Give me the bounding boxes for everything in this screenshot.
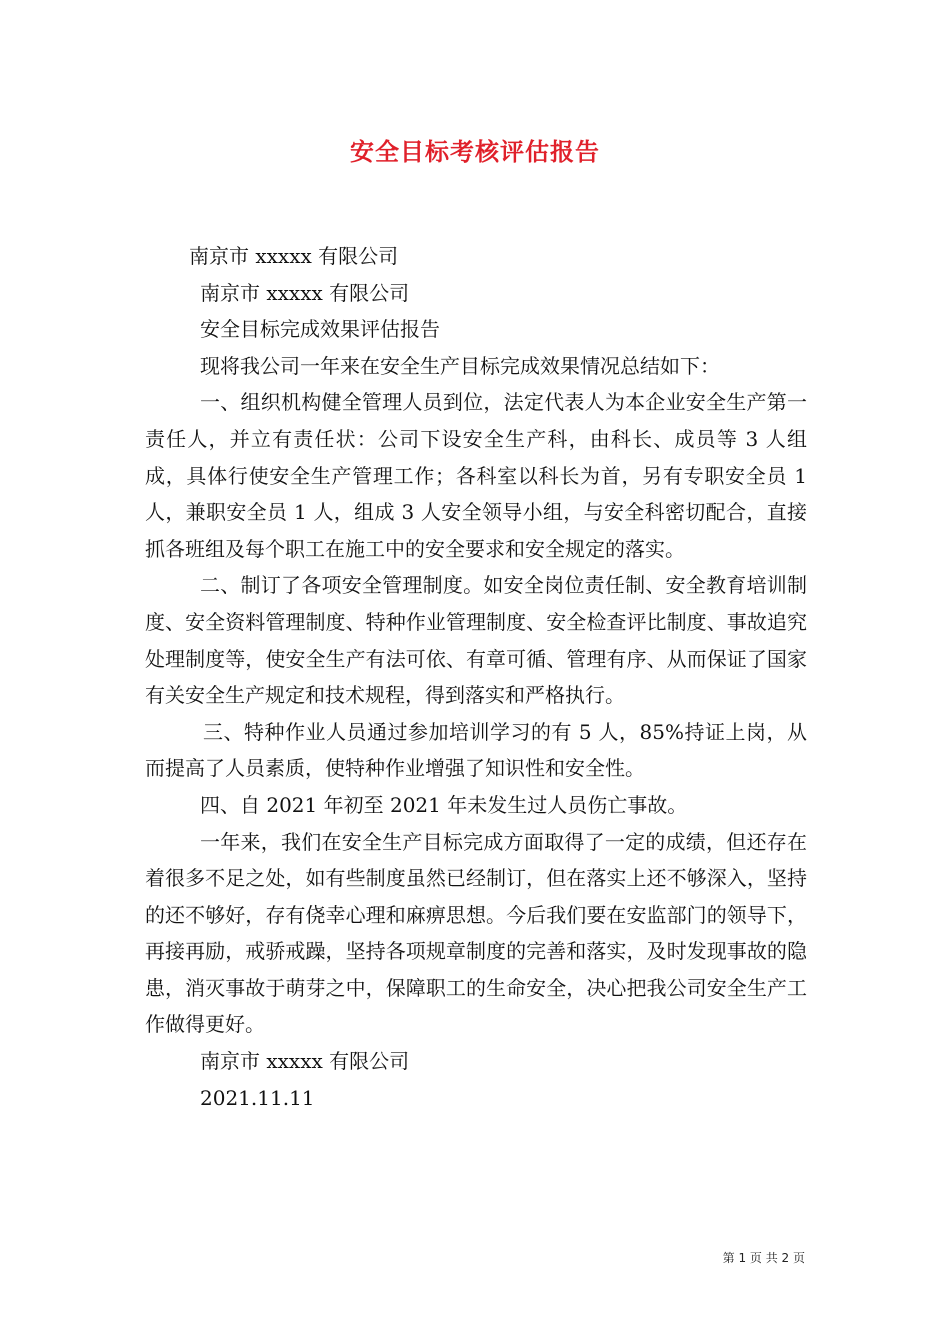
signature: 南京市 xxxxx 有限公司: [200, 1049, 410, 1074]
paragraph-organization: 一、组织机构健全管理人员到位，法定代表人为本企业安全生产第一责任人，并立有责任状：公司下设安全生产科，由科长、成员等 3 人组成，具体行使安全生产管理工作；各科室以科长为首，另有专职安全员 1 人，兼职安全员 1 人，组成 3 人安全领导小组，与安全科密切配合，直接抓各班组及每个职工在施工中的安全要求和安全规定的落实。: [145, 390, 807, 561]
report-date: 2021.11.11: [200, 1085, 315, 1110]
intro-line: 现将我公司一年来在安全生产目标完成效果情况总结如下：: [200, 353, 720, 378]
paragraph-summary: 一年来，我们在安全生产目标完成方面取得了一定的成绩，但还存在着很多不足之处，如有些制度虽然已经制订，但在落实上还不够深入，坚持的还不够好，存有侥幸心理和麻痹思想。今后我们要在安监部门的领导下，再接再励，戒骄戒躁，坚持各项规章制度的完善和落实，及时发现事故的隐患，消灭事故于萌芽之中，保障职工的生命安全，决心把我公司安全生产工作做得更好。: [145, 829, 807, 1037]
paragraph-training: 三、特种作业人员通过参加培训学习的有 5 人，85%持证上岗，从而提高了人员素质，使特种作业增强了知识性和安全性。: [145, 719, 807, 781]
report-subtitle: 安全目标完成效果评估报告: [200, 317, 440, 342]
document-body: [145, 238, 807, 1116]
company-name-line-2: 南京市 xxxxx 有限公司: [200, 280, 410, 305]
page-title: 安全目标考核评估报告: [350, 138, 600, 166]
paragraph-accidents: 四、自 2021 年初至 2021 年未发生过人员伤亡事故。: [200, 792, 688, 817]
page-number: 第 1 页 共 2 页: [722, 1251, 805, 1265]
company-name-line: 南京市 xxxxx 有限公司: [189, 244, 399, 268]
paragraph-regulations: 二、制订了各项安全管理制度。如安全岗位责任制、安全教育培训制度、安全资料管理制度、特种作业管理制度、安全检查评比制度、事故追究处理制度等，使安全生产有法可依、有章可循、管理有序、从而保证了国家有关安全生产规定和技术规程，得到落实和严格执行。: [145, 573, 807, 708]
